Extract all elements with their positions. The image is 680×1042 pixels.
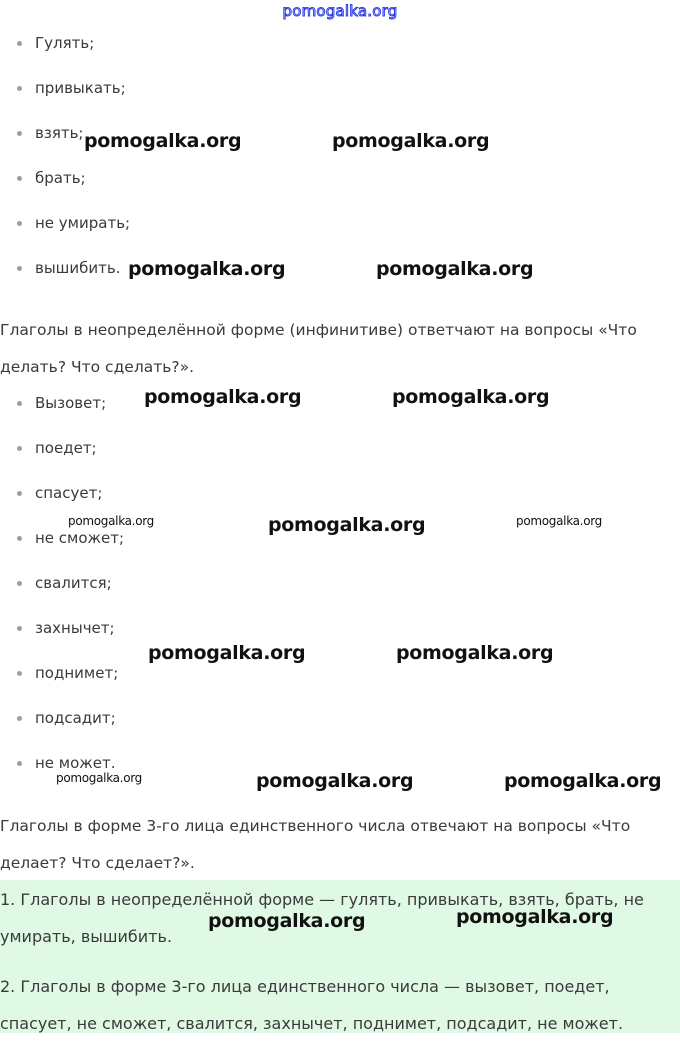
list-item-text: вышибить.: [35, 259, 121, 277]
infinitive-explanation: Глаголы в неопределённой форме (инфинитиве) ответчают на вопросы «Что делать? Что сделать?».: [0, 321, 637, 376]
bullet-icon: [17, 716, 22, 721]
site-watermark: pomogalka.org: [282, 2, 398, 20]
answer-line-2: 2. Глаголы в форме 3-го лица единственного числа — вызовет, поедет, спасует, не сможет, свалится, захнычет, поднимет, подсадит, не может.: [0, 977, 624, 1033]
bullet-icon: [17, 536, 22, 541]
answer-line-1: 1. Глаголы в неопределённой форме — гулять, привыкать, взять, брать, не умирать, вышибить.: [0, 890, 644, 946]
watermark-text: pomogalka.org: [332, 130, 490, 152]
watermark-text: pomogalka.org: [396, 642, 554, 664]
list-item-text: Гулять;: [35, 34, 95, 52]
list-item-text: брать;: [35, 169, 86, 187]
list-item-text: не сможет;: [35, 529, 125, 547]
watermark-text: pomogalka.org: [504, 770, 662, 792]
bullet-icon: [17, 221, 22, 226]
bullet-icon: [17, 626, 22, 631]
bullet-icon: [17, 581, 22, 586]
watermark-text: pomogalka.org: [392, 386, 550, 408]
bullet-icon: [17, 671, 22, 676]
list-item-text: взять;: [35, 124, 84, 142]
watermark-text: pomogalka.org: [256, 770, 414, 792]
bullet-icon: [17, 491, 22, 496]
bullet-icon: [17, 761, 22, 766]
watermark-text: pomogalka.org: [148, 642, 306, 664]
bullet-icon: [17, 446, 22, 451]
list-item-text: Вызовет;: [35, 394, 107, 412]
watermark-text: pomogalka.org: [456, 906, 614, 928]
bullet-icon: [17, 176, 22, 181]
watermark-text: pomogalka.org: [84, 130, 242, 152]
list-item-text: не умирать;: [35, 214, 131, 232]
answer-box: [0, 880, 680, 1033]
bullet-icon: [17, 401, 22, 406]
watermark-text: pomogalka.org: [68, 514, 154, 528]
bullet-icon: [17, 86, 22, 91]
watermark-text: pomogalka.org: [268, 514, 426, 536]
list-item-text: не может.: [35, 754, 116, 772]
watermark-text: pomogalka.org: [376, 258, 534, 280]
list-item-text: захнычет;: [35, 619, 115, 637]
watermark-text: pomogalka.org: [56, 771, 142, 785]
watermark-text: pomogalka.org: [144, 386, 302, 408]
list-item-text: свалится;: [35, 574, 112, 592]
third-person-explanation: Глаголы в форме 3-го лица единственного числа отвечают на вопросы «Что делает? Что сделает?».: [0, 817, 631, 872]
watermark-text: pomogalka.org: [516, 514, 602, 528]
bullet-icon: [17, 266, 22, 271]
watermark-text: pomogalka.org: [208, 910, 366, 932]
list-item-text: спасует;: [35, 484, 103, 502]
list-item-text: подсадит;: [35, 709, 116, 727]
watermark-text: pomogalka.org: [128, 258, 286, 280]
list-item-text: поедет;: [35, 439, 97, 457]
bullet-icon: [17, 41, 22, 46]
bullet-icon: [17, 131, 22, 136]
list-item-text: поднимет;: [35, 664, 119, 682]
list-item-text: привыкать;: [35, 79, 126, 97]
